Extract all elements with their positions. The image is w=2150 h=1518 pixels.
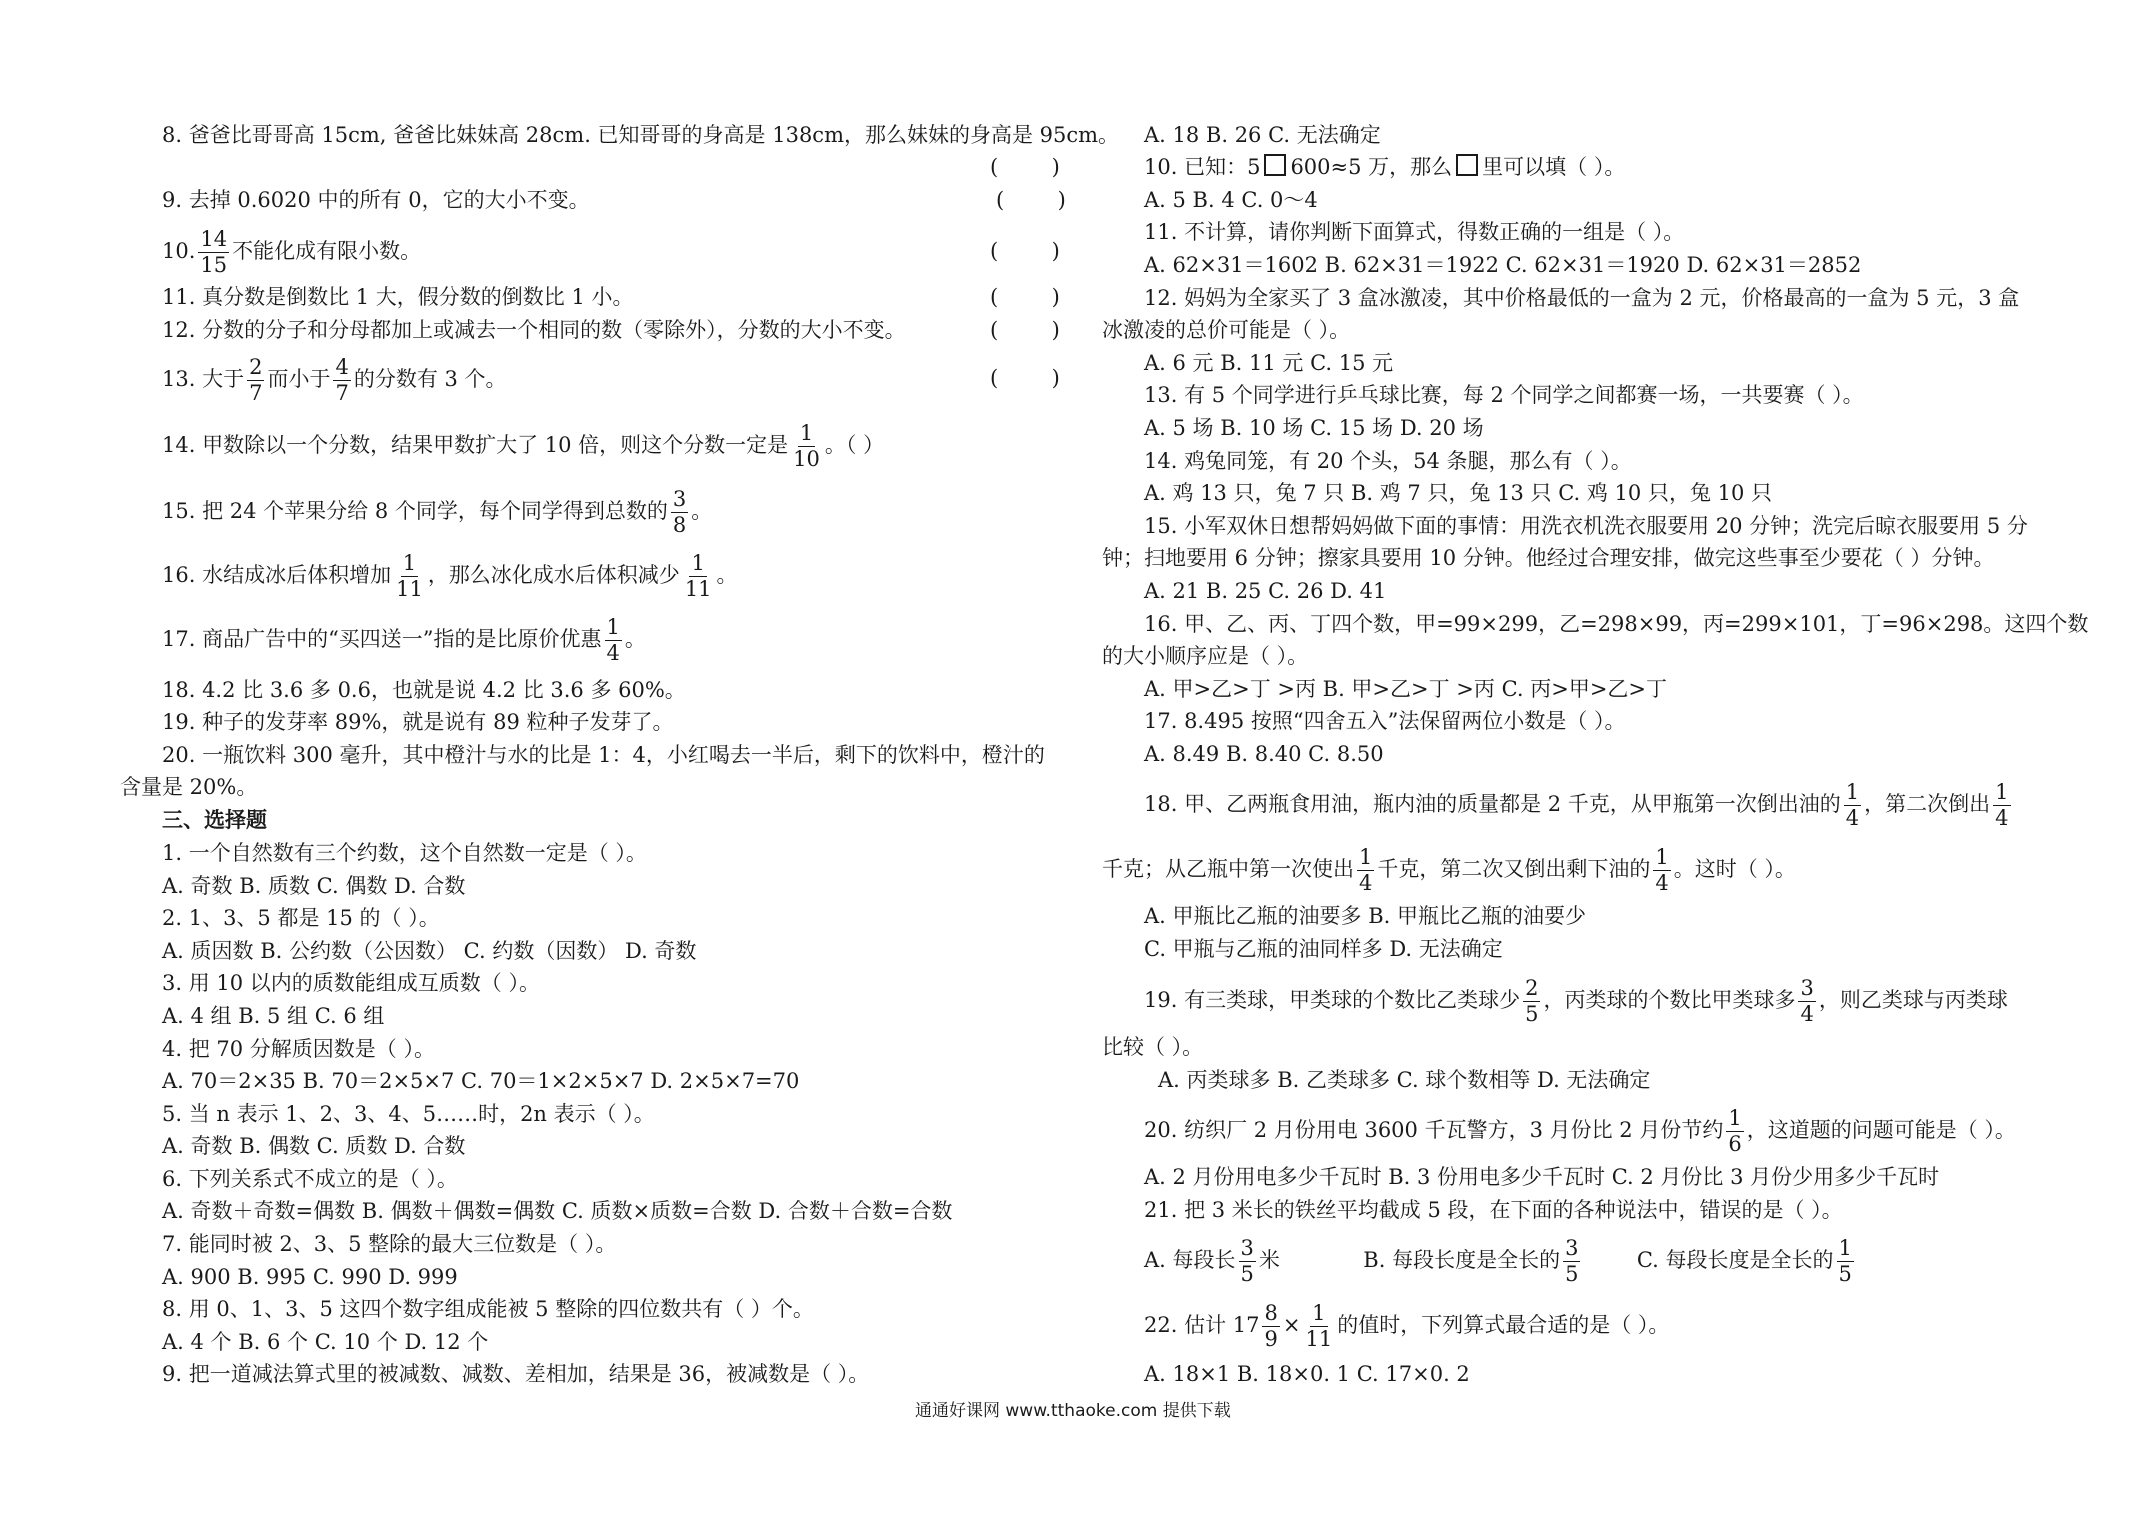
tf-q19: 19. 种子的发芽率 89%，就是说有 89 粒种子发芽了。 (162, 710, 674, 734)
mc-q19-line1: 19. 有三类球，甲类球的个数比乙类球少 $\frac{2}{5}$ ，丙类球的个数比甲类球多 $\frac{3}{4}$ ，则乙类球与丙类球 (1144, 976, 2008, 1026)
mc-q16-line2: 的大小顺序应是（ ）。 (1102, 644, 1309, 668)
mc-q18-options-1: A. 甲瓶比乙瓶的油要多 B. 甲瓶比乙瓶的油要少 (1144, 904, 1586, 928)
answer-blank[interactable]: ( ) (990, 318, 1060, 342)
mc-q8: 8. 用 0、1、3、5 这四个数字组成能被 5 整除的四位数共有（ ）个。 (162, 1297, 814, 1321)
mc-q11-options: A. 62×31＝1602 B. 62×31＝1922 C. 62×31＝1920 D. 62×31＝2852 (1144, 253, 1862, 277)
mc-q20: 20. 纺织厂 2 月份用电 3600 千瓦警方，3 月份比 2 月份节约 $\frac{1}{6}$ ，这道题的问题可能是（ ）。 (1144, 1106, 2016, 1156)
mc-q16-line1: 16. 甲、乙、丙、丁四个数，甲=99×299，乙=298×99，丙=299×101，丁=96×298。这四个数 (1144, 612, 2089, 636)
mc-q21: 21. 把 3 米长的铁丝平均截成 5 段，在下面的各种说法中，错误的是（ ）。 (1144, 1198, 1843, 1222)
mc-q3: 3. 用 10 以内的质数能组成互质数（ ）。 (162, 971, 540, 995)
mc-q1: 1. 一个自然数有三个约数，这个自然数一定是（ ）。 (162, 841, 647, 865)
tf-q17: 17. 商品广告中的“买四送一”指的是比原价优惠 $\frac{1}{4}$ 。 (162, 615, 646, 665)
mc-q13-options: A. 5 场 B. 10 场 C. 15 场 D. 20 场 (1144, 416, 1484, 440)
tf-q15: 15. 把 24 个苹果分给 8 个同学，每个同学得到总数的 $\frac{3}{8}$ 。 (162, 487, 713, 537)
tf-q11: 11. 真分数是倒数比 1 大，假分数的倒数比 1 小。 (162, 285, 634, 309)
answer-blank[interactable]: ( ) (990, 155, 1060, 179)
tf-q18: 18. 4.2 比 3.6 多 0.6，也就是说 4.2 比 3.6 多 60%。 (162, 678, 686, 702)
answer-blank[interactable]: ( ) (996, 188, 1066, 212)
mc-q17-options: A. 8.49 B. 8.40 C. 8.50 (1144, 742, 1384, 766)
mc-q7-options: A. 900 B. 995 C. 990 D. 999 (162, 1265, 458, 1289)
fraction: $\frac{14}{15}$ (200, 227, 228, 277)
mc-q2-options: A. 质因数 B. 公约数（公因数） C. 约数（因数） D. 奇数 (162, 939, 697, 963)
mc-q9: 9. 把一道减法算式里的被减数、减数、差相加，结果是 36，被减数是（ ）。 (162, 1362, 870, 1386)
footer-source: 通通好课网 www.tthaoke.com 提供下载 (915, 1401, 1231, 1421)
section-title: 三、选择题 (162, 807, 267, 832)
mc-q18-line2: 千克；从乙瓶中第一次使出 $\frac{1}{4}$ 千克，第二次又倒出剩下油的 $\frac{1}{4}$ 。这时（ ）。 (1102, 845, 1796, 895)
tf-q9: 9. 去掉 0.6020 中的所有 0，它的大小不变。 (162, 188, 590, 212)
tf-q8: 8. 爸爸比哥哥高 15cm, 爸爸比妹妹高 28cm. 已知哥哥的身高是 138cm，那么妹妹的身高是 95cm。 (162, 123, 1120, 147)
mc-q21-options: A. 每段长 $\frac{3}{5}$ 米 B. 每段长度是全长的 $\frac{3}{5}$ C. 每段长度是全长的 $\frac{1}{5}$ (1144, 1236, 1852, 1286)
mc-q15-options: A. 21 B. 25 C. 26 D. 41 (1144, 579, 1387, 603)
mc-q4: 4. 把 70 分解质因数是（ ）。 (162, 1037, 435, 1061)
mc-q14-options: A. 鸡 13 只，兔 7 只 B. 鸡 7 只，兔 13 只 C. 鸡 10 只，兔 10 只 (1144, 481, 1773, 505)
tf-q20-line1: 20. 一瓶饮料 300 毫升，其中橙汁与水的比是 1：4，小红喝去一半后，剩下的饮料中，橙汁的 (162, 743, 1045, 767)
mc-q3-options: A. 4 组 B. 5 组 C. 6 组 (162, 1004, 385, 1028)
mc-q10-options: A. 5 B. 4 C. 0～4 (1144, 188, 1318, 212)
mc-q1-options: A. 奇数 B. 质数 C. 偶数 D. 合数 (162, 874, 466, 898)
mc-q5-options: A. 奇数 B. 偶数 C. 质数 D. 合数 (162, 1134, 466, 1158)
mc-q14: 14. 鸡兔同笼，有 20 个头，54 条腿，那么有（ ）。 (1144, 449, 1632, 473)
mc-q15-line2: 钟；扫地要用 6 分钟；擦家具要用 10 分钟。他经过合理安排，做完这些事至少要花（ ）分钟。 (1102, 546, 1995, 570)
tf-q20-line2: 含量是 20%。 (120, 775, 258, 799)
mc-q7: 7. 能同时被 2、3、5 整除的最大三位数是（ ）。 (162, 1232, 617, 1256)
mc-q19-options: A. 丙类球多 B. 乙类球多 C. 球个数相等 D. 无法确定 (1158, 1068, 1651, 1092)
mc-q22-options: A. 18×1 B. 18×0. 1 C. 17×0. 2 (1144, 1362, 1470, 1386)
mc-q6: 6. 下列关系式不成立的是（ ）。 (162, 1167, 458, 1191)
mc-q19-line2: 比较（ ）。 (1102, 1035, 1204, 1059)
mc-q2: 2. 1、3、5 都是 15 的（ ）。 (162, 906, 440, 930)
mc-q18-line1: 18. 甲、乙两瓶食用油，瓶内油的质量都是 2 千克，从甲瓶第一次倒出油的 $\frac{1}{4}$ ，第二次倒出 $\frac{1}{4}$ (1144, 780, 2009, 830)
mc-q6-options: A. 奇数＋奇数=偶数 B. 偶数＋偶数=偶数 C. 质数×质数=合数 D. 合数＋合数=合数 (162, 1199, 953, 1223)
mc-q9-options: A. 18 B. 26 C. 无法确定 (1144, 123, 1381, 147)
blank-box[interactable] (1264, 154, 1286, 176)
mc-q12-line2: 冰激凌的总价可能是（ ）。 (1102, 318, 1351, 342)
mc-q22: 22. 估计 17 $\frac{8}{9}$ × $\frac{1}{11}$ 的值时，下列算式最合适的是（ ）。 (1144, 1301, 1670, 1351)
blank-box[interactable] (1456, 154, 1478, 176)
tf-q14: 14. 甲数除以一个分数，结果甲数扩大了 10 倍，则这个分数一定是 $\frac{1}{10}$ 。（ ） (162, 421, 885, 471)
mc-q5: 5. 当 n 表示 1、2、3、4、5……时，2n 表示（ ）。 (162, 1102, 655, 1126)
mc-q13: 13. 有 5 个同学进行乒乓球比赛，每 2 个同学之间都赛一场，一共要赛（ ）。 (1144, 383, 1864, 407)
mc-q15-line1: 15. 小军双休日想帮妈妈做下面的事情：用洗衣机洗衣服要用 20 分钟；洗完后晾衣服要用 5 分 (1144, 514, 2028, 538)
tf-q10: 10. $\frac{14}{15}$ 不能化成有限小数。 (162, 227, 422, 277)
tf-q12: 12. 分数的分子和分母都加上或减去一个相同的数（零除外），分数的大小不变。 (162, 318, 906, 342)
mc-q17: 17. 8.495 按照“四舍五入”法保留两位小数是（ ）。 (1144, 709, 1626, 733)
mc-q10: 10. 已知：5 600≈5 万，那么 里可以填（ ）。 (1144, 155, 1626, 179)
answer-blank[interactable]: ( ) (990, 285, 1060, 309)
mc-q16-options: A. 甲>乙>丁 >丙 B. 甲>乙>丁 >丙 C. 丙>甲>乙>丁 (1144, 677, 1668, 701)
mc-q12-options: A. 6 元 B. 11 元 C. 15 元 (1144, 351, 1394, 375)
mc-q12-line1: 12. 妈妈为全家买了 3 盒冰激凌，其中价格最低的一盒为 2 元，价格最高的一盒为 5 元，3 盒 (1144, 286, 2020, 310)
tf-q13: 13. 大于 $\frac{2}{7}$ 而小于 $\frac{4}{7}$ 的分数有 3 个。 (162, 355, 507, 405)
mc-q18-options-2: C. 甲瓶与乙瓶的油同样多 D. 无法确定 (1144, 937, 1503, 961)
mc-q20-options: A. 2 月份用电多少千瓦时 B. 3 份用电多少千瓦时 C. 2 月份比 3 月份少用多少千瓦时 (1144, 1165, 1940, 1189)
tf-q16: 16. 水结成冰后体积增加 $\frac{1}{11}$ ，那么冰化成水后体积减少 $\frac{1}{11}$ 。 (162, 551, 738, 601)
mc-q4-options: A. 70＝2×35 B. 70＝2×5×7 C. 70＝1×2×5×7 D. 2×5×7=70 (162, 1069, 800, 1093)
answer-blank[interactable]: ( ) (990, 366, 1060, 390)
answer-blank[interactable]: ( ) (990, 239, 1060, 263)
mc-q8-options: A. 4 个 B. 6 个 C. 10 个 D. 12 个 (162, 1330, 489, 1354)
mc-q11: 11. 不计算，请你判断下面算式，得数正确的一组是（ ）。 (1144, 220, 1685, 244)
